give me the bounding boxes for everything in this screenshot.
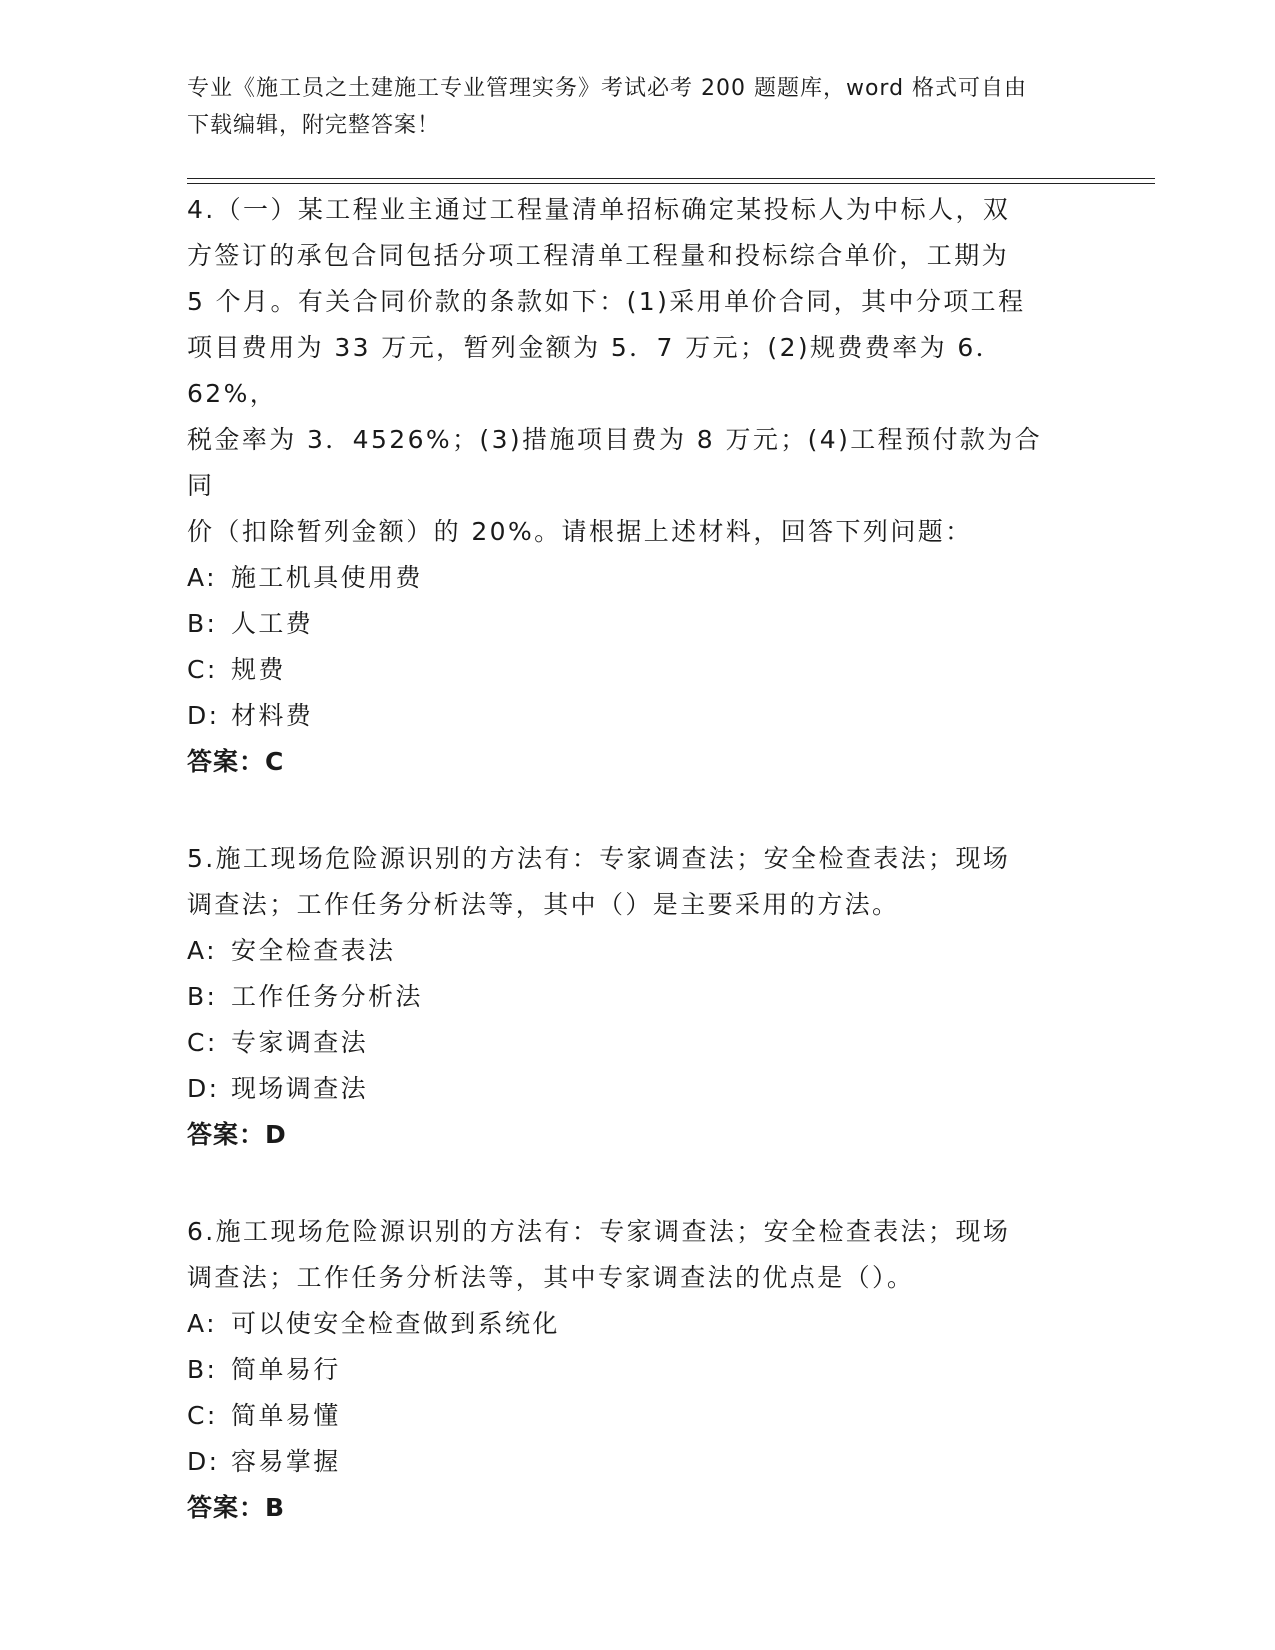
option-letter: C: [187, 1028, 218, 1057]
question-stem-line: 6.施工现场危险源识别的方法有：专家调查法；安全检查表法；现场 [187, 1217, 1011, 1246]
option-a [187, 555, 1067, 601]
option-text: 现场调查法 [231, 1074, 369, 1103]
option-letter: C: [187, 655, 218, 684]
question-stem-line: 调查法；工作任务分析法等，其中专家调查法的优点是（）。 [187, 1263, 915, 1292]
question-stem-line: 税金率为 3．4526%；(3)措施项目费为 8 万元；(4)工程预付款为合同 [187, 425, 1043, 500]
option-d [187, 1439, 1067, 1485]
option-letter: B: [187, 1355, 218, 1384]
question-stem-line: 方签订的承包合同包括分项工程清单工程量和投标综合单价，工期为 [187, 241, 1010, 270]
option-letter: A: [187, 1309, 217, 1338]
question-5 [187, 836, 1067, 1158]
option-b [187, 601, 1067, 647]
header-line-2: 下载编辑，附完整答案！ [187, 113, 441, 138]
question-4 [187, 187, 1067, 785]
answer-line: 答案：D [187, 1120, 287, 1149]
question-stem-line: 调查法；工作任务分析法等，其中（）是主要采用的方法。 [187, 890, 900, 919]
question-stem-line: 项目费用为 33 万元，暂列金额为 5．7 万元；(2)规费费率为 6．62%， [187, 333, 1004, 408]
question-6 [187, 1209, 1067, 1531]
option-text: 人工费 [231, 609, 314, 638]
option-d [187, 1066, 1067, 1112]
option-text: 材料费 [231, 701, 314, 730]
option-text: 简单易行 [231, 1355, 341, 1384]
option-letter: A: [187, 936, 217, 965]
option-letter: B: [187, 982, 218, 1011]
option-letter: C: [187, 1401, 218, 1430]
option-c [187, 647, 1067, 693]
option-b [187, 1347, 1067, 1393]
question-stem-line: 5.施工现场危险源识别的方法有：专家调查法；安全检查表法；现场 [187, 844, 1011, 873]
header-divider-bottom [187, 183, 1155, 184]
option-a [187, 1301, 1067, 1347]
option-letter: A: [187, 563, 217, 592]
option-text: 简单易懂 [231, 1401, 341, 1430]
answer-line: 答案：C [187, 747, 285, 776]
option-text: 安全检查表法 [231, 936, 396, 965]
option-text: 工作任务分析法 [231, 982, 423, 1011]
option-letter: D: [187, 1447, 220, 1476]
option-c [187, 1020, 1067, 1066]
option-letter: D: [187, 701, 220, 730]
option-text: 施工机具使用费 [231, 563, 423, 592]
option-b [187, 974, 1067, 1020]
question-stem-line: 5 个月。有关合同价款的条款如下：(1)采用单价合同，其中分项工程 [187, 287, 1026, 316]
option-a [187, 928, 1067, 974]
option-c [187, 1393, 1067, 1439]
question-stem-line: 4.（一）某工程业主通过工程量清单招标确定某投标人为中标人，双 [187, 195, 1011, 224]
answer-line: 答案：B [187, 1493, 286, 1522]
option-text: 容易掌握 [231, 1447, 341, 1476]
header-divider-top [187, 178, 1155, 179]
option-letter: D: [187, 1074, 220, 1103]
option-text: 可以使安全检查做到系统化 [231, 1309, 560, 1338]
document-header [187, 70, 1067, 144]
option-d [187, 693, 1067, 739]
question-list [187, 187, 1067, 1582]
question-stem-line: 价（扣除暂列金额）的 20%。请根据上述材料，回答下列问题： [187, 517, 973, 546]
header-line-1: 专业《施工员之土建施工专业管理实务》考试必考 200 题题库，word 格式可自由 [187, 76, 1028, 101]
option-letter: B: [187, 609, 218, 638]
option-text: 专家调查法 [231, 1028, 369, 1057]
option-text: 规费 [231, 655, 286, 684]
